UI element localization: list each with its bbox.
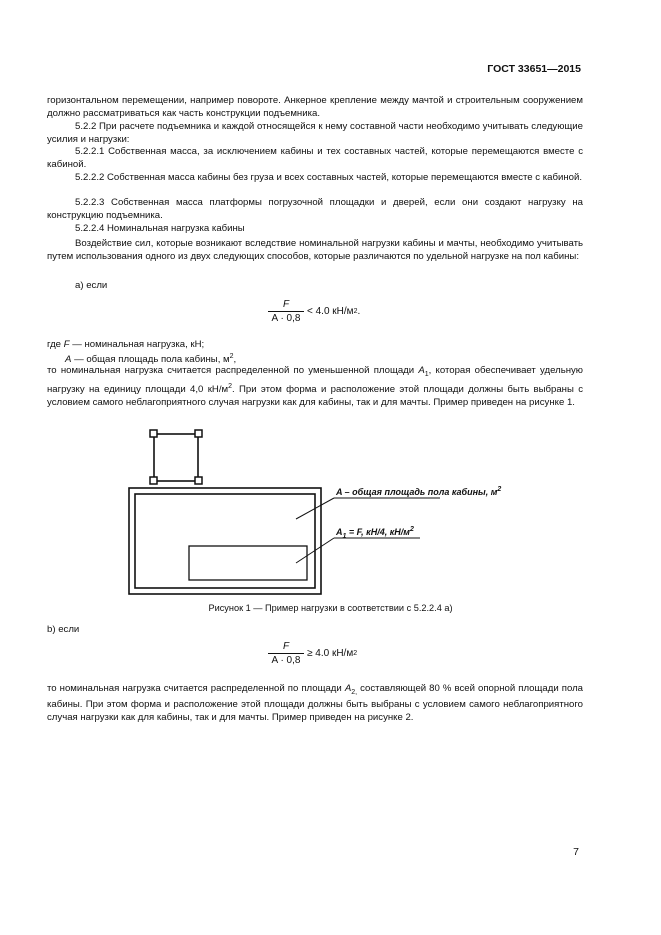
paragraph-5-2-2-4: 5.2.2.4 Номинальная нагрузка кабины xyxy=(75,223,245,234)
formula-unit-exponent: 2 xyxy=(353,308,358,315)
formula-relation: < 4.0 кН/м xyxy=(307,306,354,317)
document-standard-number: ГОСТ 33651—2015 xyxy=(487,63,581,75)
formula-case-b xyxy=(268,641,357,666)
page-number: 7 xyxy=(573,846,579,858)
label-reduced-area: $A_1 = F$, кН/4, $кН/м^2$ xyxy=(336,526,414,540)
fraction xyxy=(268,641,304,666)
paragraph-anchor: горизонтальном перемещении, например повороте. Анкерное крепление между мачтой и строительным сооружением должно рассматриваться как часть конструкции подъемника. xyxy=(47,95,583,119)
reduced-load-area xyxy=(189,546,307,580)
fraction-numerator: F xyxy=(268,641,304,654)
fraction-denominator: A · 0,8 xyxy=(271,655,301,666)
fraction xyxy=(268,299,304,324)
figure-1-load-diagram xyxy=(120,428,440,600)
mast-corner-marker xyxy=(195,477,202,484)
paragraph-5-2-2-3: 5.2.2.3 Собственная масса платформы погрузочной площадки и дверей, если они создают нагрузку на конструкцию подъемника. xyxy=(47,197,583,221)
paragraph-area-a2: то номинальная нагрузка считается распределенной по площади $A_{2,}$ составляющей 80 % всей опорной площади пола кабины. При этом форма и расположение этой площади должны быть выбраны с условием самого неблагоприятного случая нагрузки как для кабины, так и для мачты. Пример приведен на рисунке 2. xyxy=(47,683,584,723)
paragraph-5-2-2-1: 5.2.2.1 Собственная масса, за исключением кабины и тех составных частей, которые перемещаются вместе с кабиной. xyxy=(47,146,583,170)
paragraph-case-a: a) если xyxy=(75,280,108,291)
formula-end: . xyxy=(357,306,361,317)
paragraph-load-methods: Воздействие сил, которые возникают вследствие номинальной нагрузки кабины и мачты, необходимо учитывать путем использования одного из двух следующих способов, которые различаются по удельной нагрузке на пол кабины: xyxy=(47,238,583,262)
paragraph-case-b: b) если xyxy=(47,624,80,635)
paragraph-reduced-area: то номинальная нагрузка считается распределенной по уменьшенной площади $A_1$, которая обеспечивает удельную нагрузку на единицу площади 4,0 $кН/м^2$. При этом форма и расположение этой площади должны быть выбраны с условием самого неблагоприятного случая нагрузки как для кабины, так и для мачты. Пример приведен на рисунке 1. xyxy=(47,365,584,409)
paragraph-5-2-2-2: 5.2.2.2 Собственная масса кабины без груза и всех составных частей, которые перемещаются вместе с кабиной. xyxy=(75,172,582,183)
mast-outline xyxy=(154,434,198,481)
formula-relation: ≥ 4.0 кН/м xyxy=(307,648,354,659)
mast-corner-marker xyxy=(195,430,202,437)
mast-corner-marker xyxy=(150,430,157,437)
paragraph-5-2-2: 5.2.2 При расчете подъемника и каждой относящейся к нему составной части необходимо учитывать следующие усилия и нагрузки: xyxy=(47,121,583,145)
label-total-area: A – общая площадь пола кабины, $м^2$ xyxy=(336,486,502,497)
mast-corner-marker xyxy=(150,477,157,484)
figure-caption: Рисунок 1 — Пример нагрузки в соответствии с 5.2.2.4 а) xyxy=(208,603,453,613)
formula-unit-exponent: 2 xyxy=(353,650,358,657)
cabin-floor-inner xyxy=(135,494,315,588)
definition-f: где F — номинальная нагрузка, кН; xyxy=(47,339,205,350)
fraction-numerator: F xyxy=(268,299,304,312)
fraction-denominator: A · 0,8 xyxy=(271,313,301,324)
definition-a: A — общая площадь пола кабины, $м^2$, xyxy=(65,353,237,366)
formula-case-a xyxy=(268,299,360,324)
cabin-floor-outer xyxy=(129,488,321,594)
